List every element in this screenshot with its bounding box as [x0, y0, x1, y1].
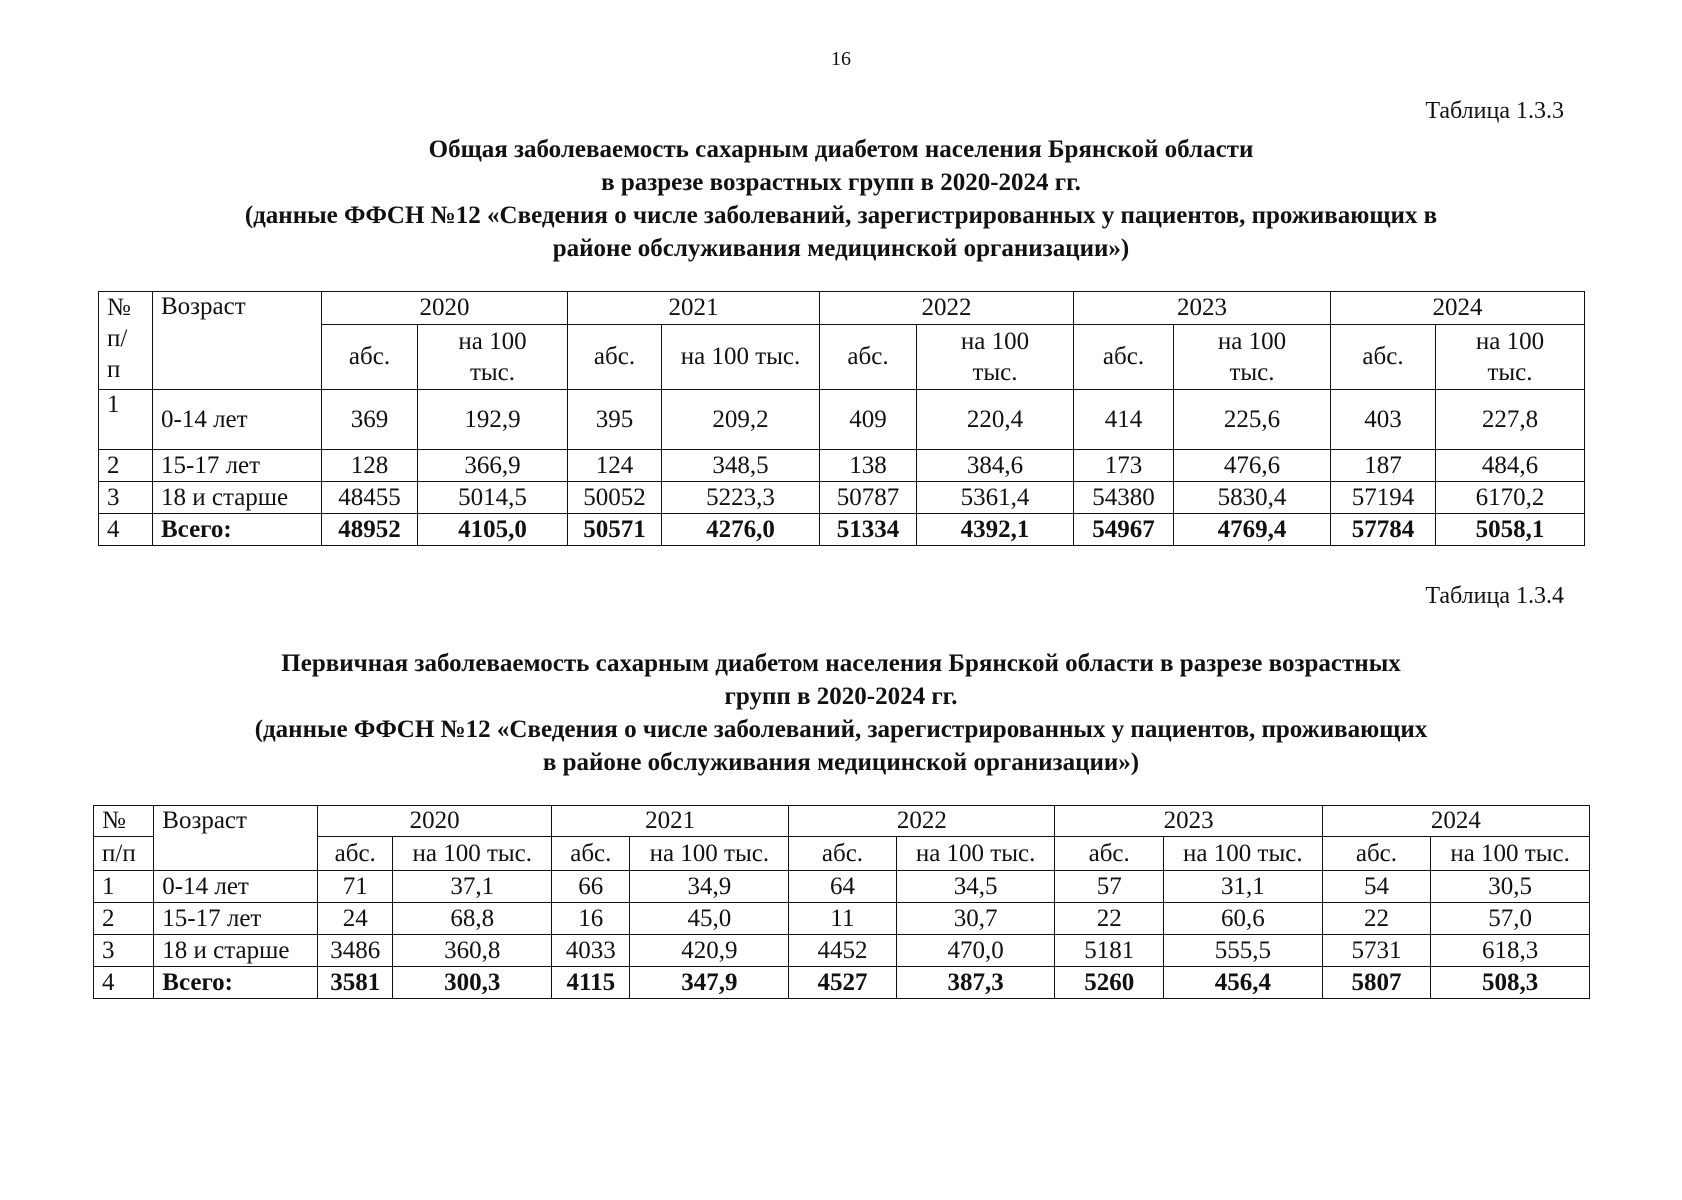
row-num: 2 [99, 450, 153, 482]
cell-value: 5260 [1055, 967, 1164, 999]
header-age: Возраст [154, 806, 318, 871]
header-year-2024: 2024 [1331, 292, 1585, 325]
cell-value: 484,6 [1436, 450, 1585, 482]
cell-value: 48455 [322, 482, 418, 514]
row-age: Всего: [154, 967, 318, 999]
cell-value: 192,9 [418, 390, 568, 450]
header-num-line3: п [107, 356, 121, 383]
table-1-label: Таблица 1.3.3 [1425, 98, 1564, 124]
row-age: 15-17 лет [154, 903, 318, 935]
row-num: 3 [99, 482, 153, 514]
cell-value: 5014,5 [418, 482, 568, 514]
cell-value: 387,3 [896, 967, 1055, 999]
cell-value: 57784 [1331, 514, 1436, 546]
row-num: 4 [94, 967, 154, 999]
cell-value: 57 [1055, 871, 1164, 903]
table-total-row [94, 967, 1590, 999]
cell-value: 54 [1322, 871, 1431, 903]
cell-value: 50787 [820, 482, 917, 514]
row-num: 2 [94, 903, 154, 935]
cell-value: 409 [820, 390, 917, 450]
row-age: 18 и старше [153, 482, 322, 514]
cell-value: 476,6 [1174, 450, 1331, 482]
row-num: 1 [94, 871, 154, 903]
cell-value: 618,3 [1431, 935, 1590, 967]
header-per100-line2: тыс. [469, 359, 516, 386]
cell-value: 51334 [820, 514, 917, 546]
row-num: 4 [99, 514, 153, 546]
cell-value: 34,9 [630, 871, 789, 903]
cell-value: 403 [1331, 390, 1436, 450]
cell-value: 384,6 [917, 450, 1074, 482]
table-2-caption [100, 647, 1582, 779]
cell-value: 45,0 [630, 903, 789, 935]
cell-value: 50571 [568, 514, 662, 546]
table-1-caption-line: в разрезе возрастных групп в 2020-2024 гг. [601, 169, 1081, 196]
cell-value: 66 [552, 871, 630, 903]
cell-value: 187 [1331, 450, 1436, 482]
cell-value: 360,8 [393, 935, 552, 967]
header-per100-line1: на 100 [1475, 328, 1545, 355]
header-per100 [917, 325, 1074, 390]
table-1-caption-line: Общая заболеваемость сахарным диабетом населения Брянской области [428, 136, 1254, 163]
header-age: Возраст [153, 292, 322, 390]
table-row [99, 450, 1585, 482]
cell-value: 11 [789, 903, 897, 935]
header-per100: на 100 тыс. [1163, 837, 1322, 871]
cell-value: 128 [322, 450, 418, 482]
cell-value: 456,4 [1163, 967, 1322, 999]
cell-value: 57,0 [1431, 903, 1590, 935]
cell-value: 4105,0 [418, 514, 568, 546]
header-abs: абс. [568, 325, 662, 390]
header-num: № [94, 806, 154, 837]
cell-value: 4452 [789, 935, 897, 967]
header-abs: абс. [322, 325, 418, 390]
table-2-caption-line: (данные ФФСН №12 «Сведения о числе заболеваний, зарегистрированных у пациентов, проживающих [254, 716, 1428, 743]
cell-value: 225,6 [1174, 390, 1331, 450]
cell-value: 3581 [318, 967, 393, 999]
cell-value: 24 [318, 903, 393, 935]
cell-value: 138 [820, 450, 917, 482]
table-row [94, 871, 1590, 903]
cell-value: 227,8 [1436, 390, 1585, 450]
header-abs: абс. [1331, 325, 1436, 390]
header-per100: на 100 тыс. [1431, 837, 1590, 871]
header-per100: на 100 тыс. [630, 837, 789, 871]
header-abs: абс. [789, 837, 897, 871]
header-num-cell [99, 292, 153, 390]
cell-value: 5181 [1055, 935, 1164, 967]
table-row [99, 482, 1585, 514]
header-year-2021: 2021 [552, 806, 789, 837]
cell-value: 5058,1 [1436, 514, 1585, 546]
header-year-2020: 2020 [322, 292, 568, 325]
cell-value: 16 [552, 903, 630, 935]
header-per100-line2: тыс. [1229, 359, 1275, 386]
cell-value: 37,1 [393, 871, 552, 903]
cell-value: 555,5 [1163, 935, 1322, 967]
cell-value: 220,4 [917, 390, 1074, 450]
header-per100-line2: тыс. [972, 359, 1018, 386]
cell-value: 4115 [552, 967, 630, 999]
cell-value: 57194 [1331, 482, 1436, 514]
header-year-2022: 2022 [789, 806, 1055, 837]
header-per100-line2: тыс. [1487, 359, 1533, 386]
header-abs: абс. [1055, 837, 1164, 871]
cell-value: 209,2 [662, 390, 820, 450]
header-num-line2: п/п [94, 837, 154, 871]
header-per100: на 100 тыс. [896, 837, 1055, 871]
cell-value: 124 [568, 450, 662, 482]
header-year-2023: 2023 [1074, 292, 1331, 325]
header-num-line2: п/ [107, 325, 128, 352]
cell-value: 4033 [552, 935, 630, 967]
table-2-primary-incidence [93, 805, 1590, 999]
row-num: 1 [99, 390, 153, 450]
cell-value: 5807 [1322, 967, 1431, 999]
table-row [99, 390, 1585, 450]
cell-value: 5830,4 [1174, 482, 1331, 514]
table-1-caption [100, 133, 1582, 265]
cell-value: 300,3 [393, 967, 552, 999]
table-2-header-years-row [94, 806, 1590, 837]
cell-value: 4527 [789, 967, 897, 999]
cell-value: 414 [1074, 390, 1174, 450]
cell-value: 4276,0 [662, 514, 820, 546]
row-num: 3 [94, 935, 154, 967]
cell-value: 3486 [318, 935, 393, 967]
table-2-label: Таблица 1.3.4 [1425, 583, 1564, 609]
cell-value: 71 [318, 871, 393, 903]
cell-value: 48952 [322, 514, 418, 546]
row-age: 0-14 лет [153, 390, 322, 450]
header-year-2020: 2020 [318, 806, 552, 837]
table-total-row [99, 514, 1585, 546]
table-row [94, 903, 1590, 935]
table-2-caption-line: Первичная заболеваемость сахарным диабетом населения Брянской области в разрезе возрастных [281, 650, 1401, 677]
table-2-header-units-row [94, 837, 1590, 871]
header-per100: на 100 тыс. [393, 837, 552, 871]
row-age: 18 и старше [154, 935, 318, 967]
cell-value: 22 [1055, 903, 1164, 935]
cell-value: 30,5 [1431, 871, 1590, 903]
cell-value: 366,9 [418, 450, 568, 482]
cell-value: 395 [568, 390, 662, 450]
header-abs: абс. [1074, 325, 1174, 390]
cell-value: 22 [1322, 903, 1431, 935]
header-year-2021: 2021 [568, 292, 820, 325]
header-year-2023: 2023 [1055, 806, 1322, 837]
cell-value: 64 [789, 871, 897, 903]
table-1-caption-line: (данные ФФСН №12 «Сведения о числе заболеваний, зарегистрированных у пациентов, проживающих в [244, 202, 1438, 229]
cell-value: 470,0 [896, 935, 1055, 967]
table-1-header-years-row [99, 292, 1585, 325]
cell-value: 6170,2 [1436, 482, 1585, 514]
page-number: 16 [831, 48, 851, 70]
header-year-2024: 2024 [1322, 806, 1589, 837]
cell-value: 348,5 [662, 450, 820, 482]
header-abs: абс. [820, 325, 917, 390]
header-per100 [1174, 325, 1331, 390]
header-per100 [418, 325, 568, 390]
row-age: 15-17 лет [153, 450, 322, 482]
table-2-caption-line: групп в 2020-2024 гг. [724, 683, 958, 710]
table-1-caption-line: районе обслуживания медицинской организации») [552, 235, 1130, 262]
header-abs: абс. [552, 837, 630, 871]
header-per100: на 100 тыс. [662, 325, 820, 390]
header-per100-line1: на 100 [1217, 328, 1287, 355]
cell-value: 60,6 [1163, 903, 1322, 935]
header-year-2022: 2022 [820, 292, 1074, 325]
row-age: Всего: [153, 514, 322, 546]
table-2-caption-line: в районе обслуживания медицинской организации») [542, 749, 1140, 776]
cell-value: 420,9 [630, 935, 789, 967]
cell-value: 30,7 [896, 903, 1055, 935]
header-abs: абс. [1322, 837, 1431, 871]
cell-value: 31,1 [1163, 871, 1322, 903]
header-per100 [1436, 325, 1585, 390]
row-age: 0-14 лет [154, 871, 318, 903]
header-num: № [107, 294, 131, 321]
cell-value: 34,5 [896, 871, 1055, 903]
cell-value: 173 [1074, 450, 1174, 482]
table-1-general-incidence [98, 291, 1585, 546]
header-abs: абс. [318, 837, 393, 871]
table-row [94, 935, 1590, 967]
cell-value: 4392,1 [917, 514, 1074, 546]
cell-value: 508,3 [1431, 967, 1590, 999]
cell-value: 68,8 [393, 903, 552, 935]
cell-value: 4769,4 [1174, 514, 1331, 546]
table-1-header-units-row [99, 325, 1585, 390]
cell-value: 5731 [1322, 935, 1431, 967]
header-per100-line1: на 100 [458, 328, 527, 355]
cell-value: 347,9 [630, 967, 789, 999]
cell-value: 54380 [1074, 482, 1174, 514]
header-per100-line1: на 100 [960, 328, 1030, 355]
cell-value: 5361,4 [917, 482, 1074, 514]
cell-value: 50052 [568, 482, 662, 514]
cell-value: 369 [322, 390, 418, 450]
cell-value: 54967 [1074, 514, 1174, 546]
cell-value: 5223,3 [662, 482, 820, 514]
